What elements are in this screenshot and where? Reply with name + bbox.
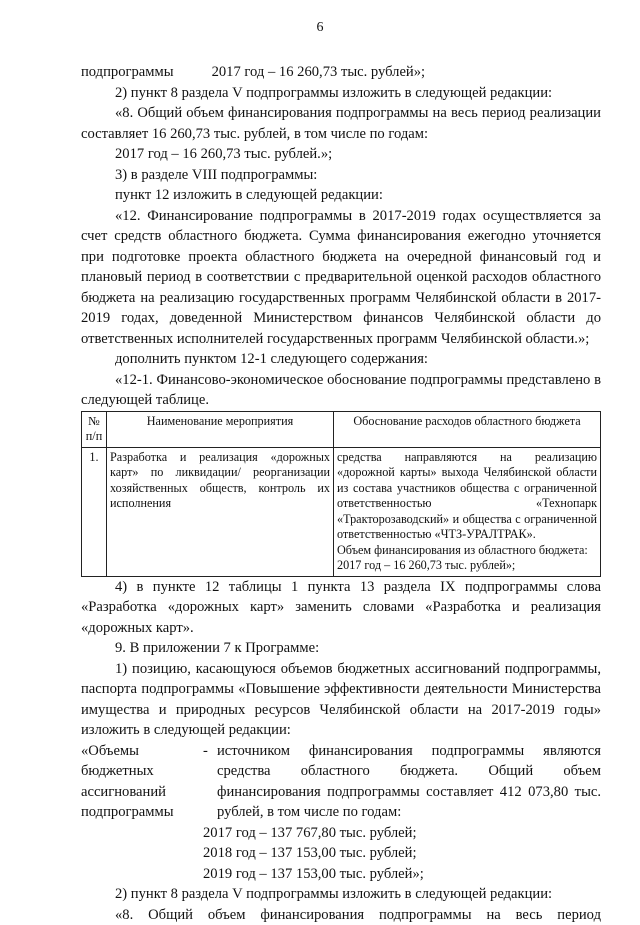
text-fragment: 2017 год – 16 260,73 тыс. рублей»; xyxy=(212,64,426,80)
paragraph: «8. Общий объем финансирования подпрограммы на весь период реализации составляет 16 260,73 тыс. рублей, в том числе по годам: xyxy=(81,103,601,144)
paragraph xyxy=(81,62,601,83)
cell-line: Объем финансирования из областного бюджета: xyxy=(337,543,597,559)
table-header-row xyxy=(82,411,601,447)
paragraph: 9. В приложении 7 к Программе: xyxy=(81,638,601,659)
allocation-year: 2018 год – 137 153,00 тыс. рублей; xyxy=(81,843,601,864)
table-row xyxy=(82,447,601,576)
table-header: № п/п xyxy=(82,411,107,447)
table-header: Наименование мероприятия xyxy=(107,411,334,447)
document-body xyxy=(81,62,601,925)
paragraph: «12. Финансирование подпрограммы в 2017-2019 годах осуществляется за счет средств областного бюджета. Сумма финансирования ежегодно уточняется при подготовке проекта областного бюджета на очередной финансовый год и плановый период в соответствии с предварительной оценкой расходов областного бюджета на реализацию государственных программ Челябинской области в 2017-2019 годах, доведенной Министерством финансов Челябинской области до ответственных исполнителей государственных программ Челябинской области.»; xyxy=(81,206,601,350)
paragraph: дополнить пунктом 12-1 следующего содержания: xyxy=(81,349,601,370)
table-cell-number: 1. xyxy=(82,447,107,576)
allocation-dash: - xyxy=(203,741,217,823)
allocation-label: «Объемы бюджетных ассигнований подпрограммы xyxy=(81,741,203,823)
cell-line: средства направляются на реализацию «дорожной карты» выхода Челябинской области из состава участников общества с ограниченной ответственностью «Технопарк «Тракторозаводский» и общества с ограниченной ответственностью «ЧТЗ-УРАЛТРАК». xyxy=(337,450,597,543)
page-number: 6 xyxy=(0,20,640,36)
paragraph: пункт 12 изложить в следующей редакции: xyxy=(81,185,601,206)
table-cell-name: Разработка и реализация «дорожных карт» по ликвидации/ реорганизации хозяйственных обществ, контроль их исполнения xyxy=(107,447,334,576)
allocation-year: 2017 год – 137 767,80 тыс. рублей; xyxy=(81,823,601,844)
paragraph: 1) позицию, касающуюся объемов бюджетных ассигнований подпрограммы, паспорта подпрограммы «Повышение эффективности деятельности Министерства имущества и природных ресурсов Челябинской области на 2017-2019 годы» изложить в следующей редакции: xyxy=(81,659,601,741)
paragraph: 2) пункт 8 раздела V подпрограммы изложить в следующей редакции: xyxy=(81,884,601,905)
paragraph: 3) в разделе VIII подпрограммы: xyxy=(81,165,601,186)
justification-table xyxy=(81,411,601,577)
paragraph: 2017 год – 16 260,73 тыс. рублей.»; xyxy=(81,144,601,165)
table-header: Обоснование расходов областного бюджета xyxy=(334,411,601,447)
paragraph: 2) пункт 8 раздела V подпрограммы изложить в следующей редакции: xyxy=(81,83,601,104)
allocation-text: источником финансирования подпрограммы являются средства областного бюджета. Общий объем финансирования подпрограммы составляет 412 073,80 тыс. рублей, в том числе по годам: xyxy=(217,741,601,823)
allocation-year: 2019 год – 137 153,00 тыс. рублей»; xyxy=(81,864,601,885)
paragraph: «8. Общий объем финансирования подпрограммы на весь период xyxy=(81,905,601,925)
cell-line: 2017 год – 16 260,73 тыс. рублей»; xyxy=(337,558,597,574)
paragraph: 4) в пункте 12 таблицы 1 пункта 13 раздела IX подпрограммы слова «Разработка «дорожных карт» заменить словами «Разработка и реализация «дорожных карт». xyxy=(81,577,601,639)
allocation-block xyxy=(81,741,601,823)
text-fragment: подпрограммы xyxy=(81,64,174,80)
paragraph: «12-1. Финансово-экономическое обоснование подпрограммы представлено в следующей таблице. xyxy=(81,370,601,411)
table-cell-justification xyxy=(334,447,601,576)
